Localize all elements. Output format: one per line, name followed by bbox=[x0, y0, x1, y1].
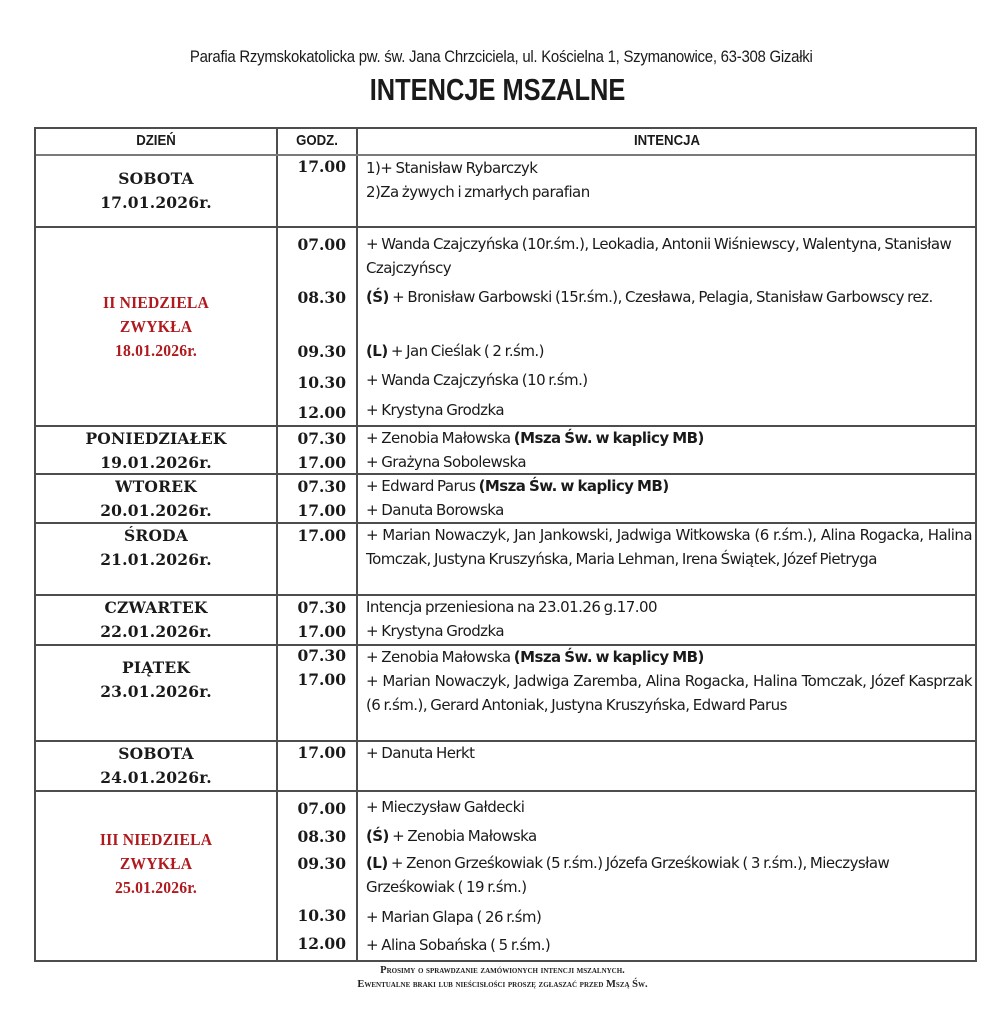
intention-text: + Krystyna Grodzka bbox=[366, 622, 505, 640]
day-cell bbox=[36, 656, 276, 704]
day-date: 21.01.2026r. bbox=[100, 550, 212, 569]
intention-text: + Wanda Czajczyńska (10r.śm.), Leokadia, Antonii Wiśniewscy, Walentyna, Stanisław Czajczyńscy bbox=[366, 235, 952, 277]
day-cell bbox=[36, 742, 276, 790]
column-divider bbox=[356, 129, 358, 960]
intention-text: + Marian Glapa ( 26 r.śm) bbox=[366, 908, 542, 926]
day-date: 23.01.2026r. bbox=[100, 682, 212, 701]
row-divider bbox=[36, 226, 975, 228]
intention-text: + Mieczysław Gałdecki bbox=[366, 798, 525, 816]
intention-line: + Jan Cieślak ( 2 r.śm.) bbox=[387, 342, 544, 360]
day-date: 17.01.2026r. bbox=[100, 193, 212, 212]
day-date: 19.01.2026r. bbox=[100, 453, 212, 472]
day-cell bbox=[36, 167, 276, 215]
day-cell bbox=[36, 596, 276, 644]
day-date: 25.01.2026r. bbox=[114, 878, 197, 897]
intention-line: + Zenobia Małowska bbox=[366, 429, 514, 447]
day-date: 20.01.2026r. bbox=[100, 501, 212, 520]
column-header-intention: INTENCJA bbox=[633, 132, 700, 149]
intention-text: + Wanda Czajczyńska (10 r.śm.) bbox=[366, 371, 588, 389]
church-prefix: (L) bbox=[366, 342, 388, 360]
day-name: III NIEDZIELA bbox=[99, 830, 213, 849]
intention-line: + Zenobia Małowska bbox=[366, 648, 514, 666]
day-cell-sunday bbox=[46, 828, 267, 900]
intention-text bbox=[366, 286, 972, 310]
intention-text: Intencja przeniesiona na 23.01.26 g.17.00 bbox=[366, 598, 657, 616]
mass-time: 12.00 bbox=[297, 934, 346, 953]
mass-time: 07.30 bbox=[297, 646, 346, 665]
column-header-time: GODZ. bbox=[296, 132, 338, 149]
row-divider bbox=[36, 790, 975, 792]
mass-time: 07.00 bbox=[297, 235, 346, 254]
intention-line: + Zenobia Małowska bbox=[388, 827, 537, 845]
intention-text: + Marian Nowaczyk, Jadwiga Zaremba, Alina Rogacka, Halina Tomczak, Józef Kasprzak (6 r.śm.), Gerard Antoniak, Justyna Kruszyńska, Edward Parus bbox=[366, 672, 972, 714]
day-cell bbox=[36, 524, 276, 572]
day-cell bbox=[36, 475, 276, 523]
day-name: PONIEDZIAŁEK bbox=[85, 429, 227, 448]
mass-time: 07.30 bbox=[297, 598, 346, 617]
day-name-2: ZWYKŁA bbox=[119, 317, 193, 336]
day-date: 24.01.2026r. bbox=[100, 768, 212, 787]
day-name: ŚRODA bbox=[123, 526, 189, 545]
mass-time: 10.30 bbox=[297, 906, 346, 925]
intention-text bbox=[366, 340, 972, 364]
mass-time: 17.00 bbox=[297, 157, 346, 176]
mass-time: 09.30 bbox=[297, 854, 346, 873]
intention-text bbox=[366, 427, 972, 451]
intention-text: + Danuta Herkt bbox=[366, 744, 475, 762]
chapel-note: (Msza Św. w kaplicy MB) bbox=[513, 648, 704, 666]
church-prefix: (Ś) bbox=[366, 827, 389, 845]
intention-line: + Edward Parus bbox=[366, 477, 479, 495]
mass-time: 17.00 bbox=[297, 622, 346, 641]
mass-time: 09.30 bbox=[297, 342, 346, 361]
row-divider bbox=[36, 154, 975, 156]
mass-time: 08.30 bbox=[297, 288, 346, 307]
mass-time: 17.00 bbox=[297, 526, 346, 545]
page-title: INTENCJE MSZALNE bbox=[369, 72, 626, 107]
day-name: PIĄTEK bbox=[121, 658, 191, 677]
day-date: 22.01.2026r. bbox=[100, 622, 212, 641]
mass-time: 10.30 bbox=[297, 373, 346, 392]
day-name: SOBOTA bbox=[118, 169, 194, 188]
day-name: II NIEDZIELA bbox=[102, 293, 210, 312]
day-name: SOBOTA bbox=[118, 744, 194, 763]
intention-text: + Danuta Borowska bbox=[366, 501, 504, 519]
intention-text bbox=[366, 646, 972, 670]
mass-time: 07.30 bbox=[297, 477, 346, 496]
intention-text: + Marian Nowaczyk, Jan Jankowski, Jadwiga Witkowska (6 r.śm.), Alina Rogacka, Halina Tomczak, Justyna Kruszyńska, Maria Lehman, Irena Świątek, Józef Pietryga bbox=[366, 526, 972, 568]
day-name-2: ZWYKŁA bbox=[119, 854, 193, 873]
column-header-day: DZIEŃ bbox=[136, 132, 176, 149]
mass-time: 08.30 bbox=[297, 827, 346, 846]
intention-text: + Krystyna Grodzka bbox=[366, 401, 505, 419]
intention-text: + Grażyna Sobolewska bbox=[366, 453, 527, 471]
mass-time: 17.00 bbox=[297, 453, 346, 472]
mass-time: 12.00 bbox=[297, 403, 346, 422]
intention-line: + Zenon Grześkowiak (5 r.śm.) Józefa Grześkowiak ( 3 r.śm.), Mieczysław Grześkowiak ( 19 r.śm.) bbox=[366, 854, 890, 896]
intention-text: + Alina Sobańska ( 5 r.śm.) bbox=[366, 936, 551, 954]
mass-time: 07.00 bbox=[297, 799, 346, 818]
footer-note-1: Prosimy o sprawdzanie zamówionych intencji mszalnych. bbox=[380, 965, 625, 976]
church-prefix: (Ś) bbox=[366, 288, 389, 306]
intention-text bbox=[366, 825, 972, 849]
intention-text bbox=[366, 157, 972, 204]
mass-time: 07.30 bbox=[297, 429, 346, 448]
chapel-note: (Msza Św. w kaplicy MB) bbox=[478, 477, 669, 495]
mass-intentions-table bbox=[34, 127, 977, 962]
day-cell bbox=[36, 427, 276, 475]
footer-note-2: Ewentualne braki lub nieścisłości proszę zgłaszać przed Mszą Św. bbox=[357, 979, 648, 990]
intention-text bbox=[366, 852, 972, 899]
day-name: WTOREK bbox=[115, 477, 197, 496]
chapel-note: (Msza Św. w kaplicy MB) bbox=[513, 429, 704, 447]
day-cell-sunday bbox=[46, 291, 267, 363]
day-date: 18.01.2026r. bbox=[114, 341, 197, 360]
intention-text bbox=[366, 475, 972, 499]
church-prefix: (L) bbox=[366, 854, 388, 872]
intention-line: 2)Za żywych i zmarłych parafian bbox=[366, 182, 590, 201]
intention-line: 1)+ Stanisław Rybarczyk bbox=[366, 159, 538, 177]
parish-address: Parafia Rzymskokatolicka pw. św. Jana Chrzciciela, ul. Kościelna 1, Szymanowice, 63-308 Gizałki bbox=[189, 47, 813, 66]
day-name: CZWARTEK bbox=[104, 598, 208, 617]
mass-time: 17.00 bbox=[297, 501, 346, 520]
intention-line: + Bronisław Garbowski (15r.śm.), Czesława, Pelagia, Stanisław Garbowscy rez. bbox=[388, 288, 933, 306]
mass-time: 17.00 bbox=[297, 670, 346, 689]
mass-time: 17.00 bbox=[297, 743, 346, 762]
